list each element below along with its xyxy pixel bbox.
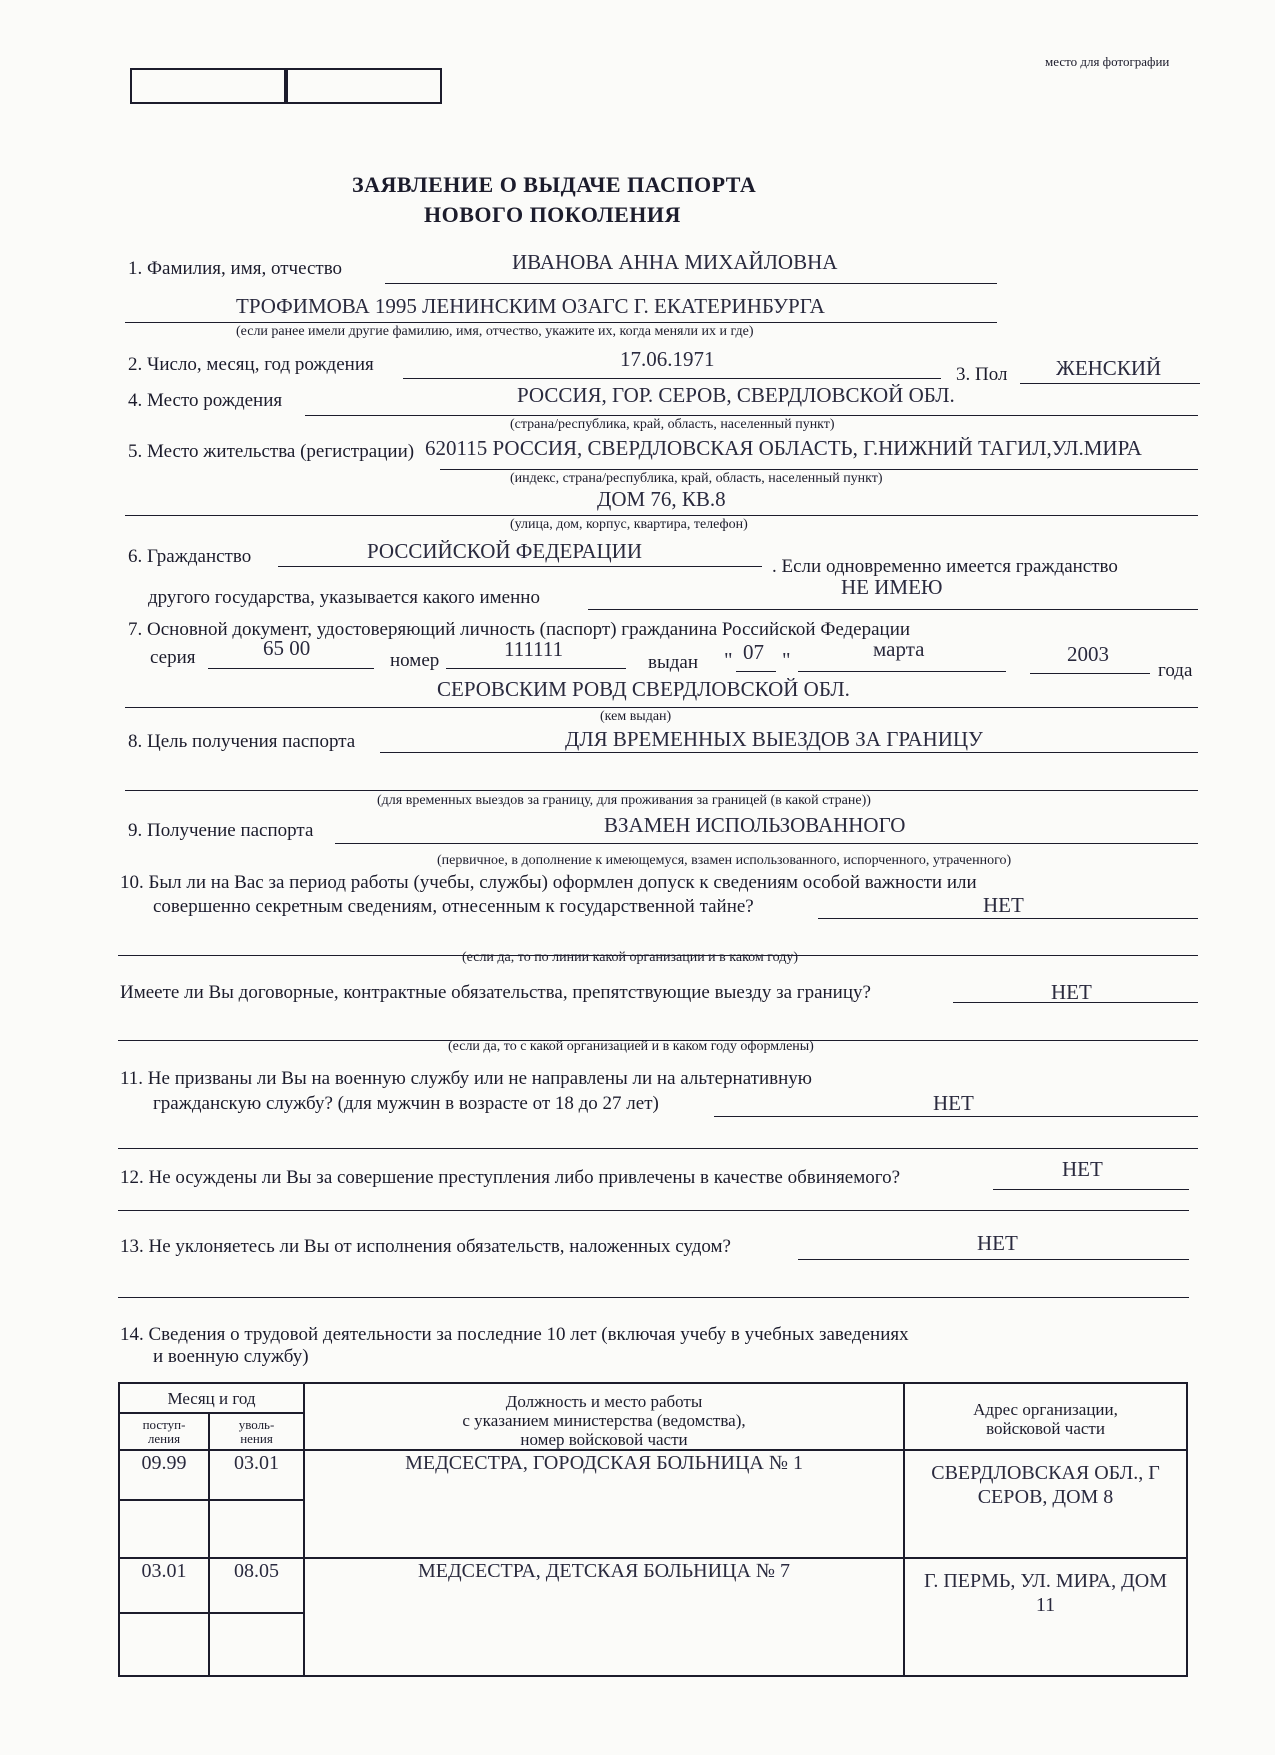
f7-issued-label: выдан — [648, 652, 699, 673]
f5-value: 620115 РОССИЯ, СВЕРДЛОВСКАЯ ОБЛАСТЬ, Г.НИЖНИЙ ТАГИЛ,УЛ.МИРА — [425, 436, 1142, 460]
f10-line1: 10. Был ли на Вас за период работы (учебы, службы) оформлен допуск к сведениям особой важности или — [120, 872, 977, 893]
f7-year: 2003 — [1067, 642, 1109, 666]
col-header-month-year: Месяц и год — [119, 1383, 304, 1413]
f7-day: 07 — [743, 640, 764, 664]
f13-label: 13. Не уклоняетесь ли Вы от исполнения обязательств, наложенных судом? — [120, 1236, 731, 1257]
table-row-2-position: МЕДСЕСТРА, ДЕТСКАЯ БОЛЬНИЦА № 7 — [304, 1558, 904, 1676]
f7-number-label: номер — [390, 650, 440, 671]
table-row-1-address: СВЕРДЛОВСКАЯ ОБЛ., Г СЕРОВ, ДОМ 8 — [904, 1450, 1187, 1558]
f4-hint: (страна/республика, край, область, населенный пункт) — [510, 417, 835, 432]
f6-label2: другого государства, указывается какого именно — [148, 587, 540, 608]
f5-label: 5. Место жительства (регистрации) — [128, 441, 415, 462]
code-box-right — [284, 68, 442, 104]
f13-value: НЕТ — [977, 1231, 1018, 1255]
f7-issuer-hint: (кем выдан) — [600, 709, 672, 724]
f9-hint: (первичное, в дополнение к имеющемуся, взамен использованного, испорченного, утраченного) — [437, 853, 1012, 868]
f2-value: 17.06.1971 — [620, 347, 715, 371]
f8-label: 8. Цель получения паспорта — [128, 731, 356, 752]
form-title-line1: ЗАЯВЛЕНИЕ О ВЫДАЧЕ ПАСПОРТА — [352, 172, 757, 197]
col-header-position: Должность и место работы с указанием министерства (ведомства), номер войсковой части — [304, 1383, 904, 1450]
f1-prev-value: ТРОФИМОВА 1995 ЛЕНИНСКИМ ОЗАГС Г. ЕКАТЕРИНБУРГА — [236, 294, 825, 318]
f7-issuer: СЕРОВСКИМ РОВД СВЕРДЛОВСКОЙ ОБЛ. — [437, 677, 850, 701]
f7-year-label: года — [1158, 660, 1193, 681]
f2-label: 2. Число, месяц, год рождения — [128, 354, 374, 375]
f7-series: 65 00 — [263, 636, 311, 660]
f4-label: 4. Место рождения — [128, 390, 283, 411]
table-row-2-address: Г. ПЕРМЬ, УЛ. МИРА, ДОМ 11 — [904, 1558, 1187, 1676]
f5-value2: ДОМ 76, КВ.8 — [597, 487, 726, 511]
col-header-start: поступ- ления — [119, 1413, 209, 1450]
code-box-left — [130, 68, 288, 104]
f11-value: НЕТ — [933, 1091, 974, 1115]
f9-value: ВЗАМЕН ИСПОЛЬЗОВАННОГО — [604, 813, 906, 837]
work-history-table — [118, 1382, 1188, 1677]
f6-tail: . Если одновременно имеется гражданство — [772, 556, 1118, 577]
table-row-2-start: 03.01 — [119, 1558, 209, 1613]
f1-prev-hint: (если ранее имели другие фамилию, имя, отчество, укажите их, когда меняли их и где) — [236, 324, 754, 339]
f1-label: 1. Фамилия, имя, отчество — [128, 258, 343, 279]
f10-line2: совершенно секретным сведениям, отнесенным к государственной тайне? — [153, 896, 754, 917]
f5-hint2: (улица, дом, корпус, квартира, телефон) — [510, 517, 748, 532]
col-header-address: Адрес организации, войсковой части — [904, 1383, 1187, 1450]
f5-hint1: (индекс, страна/республика, край, область, населенный пункт) — [510, 471, 883, 486]
f11-line2: гражданскую службу? (для мужчин в возрасте от 18 до 27 лет) — [153, 1093, 659, 1114]
f10-value2: НЕТ — [1051, 980, 1092, 1004]
f7-number: 111111 — [504, 637, 564, 661]
f10-hint2: (если да, то с какой организацией и в каком году оформлены) — [448, 1039, 814, 1054]
f1-value: ИВАНОВА АННА МИХАЙЛОВНА — [512, 250, 838, 274]
table-row-1-start: 09.99 — [119, 1450, 209, 1500]
table-row-1-end: 03.01 — [209, 1450, 304, 1500]
f14-line2: и военную службу) — [153, 1346, 309, 1367]
col-header-end: уволь- нения — [209, 1413, 304, 1450]
f9-label: 9. Получение паспорта — [128, 820, 314, 841]
f6-label: 6. Гражданство — [128, 546, 252, 567]
f10-q2: Имеете ли Вы договорные, контрактные обязательства, препятствующие выезду за границу? — [120, 982, 871, 1003]
f10-hint: (если да, то по линии какой организации и в каком году) — [462, 950, 799, 965]
photo-place-label: место для фотографии — [1045, 54, 1170, 69]
table-row-1-position: МЕДСЕСТРА, ГОРОДСКАЯ БОЛЬНИЦА № 1 — [304, 1450, 904, 1558]
f12-value: НЕТ — [1062, 1157, 1103, 1181]
f3-value: ЖЕНСКИЙ — [1056, 356, 1162, 380]
f10-value: НЕТ — [983, 893, 1024, 917]
f8-value: ДЛЯ ВРЕМЕННЫХ ВЫЕЗДОВ ЗА ГРАНИЦУ — [565, 727, 983, 751]
f3-label: 3. Пол — [956, 364, 1008, 385]
f4-value: РОССИЯ, ГОР. СЕРОВ, СВЕРДЛОВСКОЙ ОБЛ. — [517, 383, 955, 407]
f7-series-label: серия — [150, 647, 196, 668]
f14-line1: 14. Сведения о трудовой деятельности за последние 10 лет (включая учебу в учебных заведениях — [120, 1324, 909, 1345]
f11-line1: 11. Не призваны ли Вы на военную службу или не направлены ли на альтернативную — [120, 1068, 812, 1089]
f7-label: 7. Основной документ, удостоверяющий личность (паспорт) гражданина Российской Федерации — [128, 619, 911, 640]
form-title-line2: НОВОГО ПОКОЛЕНИЯ — [424, 202, 681, 227]
f6-value: РОССИЙСКОЙ ФЕДЕРАЦИИ — [367, 539, 642, 563]
f8-hint: (для временных выездов за границу, для проживания за границей (в какой стране)) — [377, 793, 871, 808]
f7-month: марта — [873, 637, 925, 661]
table-row-2-end: 08.05 — [209, 1558, 304, 1613]
f12-label: 12. Не осуждены ли Вы за совершение преступления либо привлечены в качестве обвиняемого? — [120, 1167, 901, 1188]
f7-quote-close: " — [782, 648, 791, 672]
f6-value2: НЕ ИМЕЮ — [841, 575, 943, 599]
f7-quote-open: " — [724, 648, 733, 672]
